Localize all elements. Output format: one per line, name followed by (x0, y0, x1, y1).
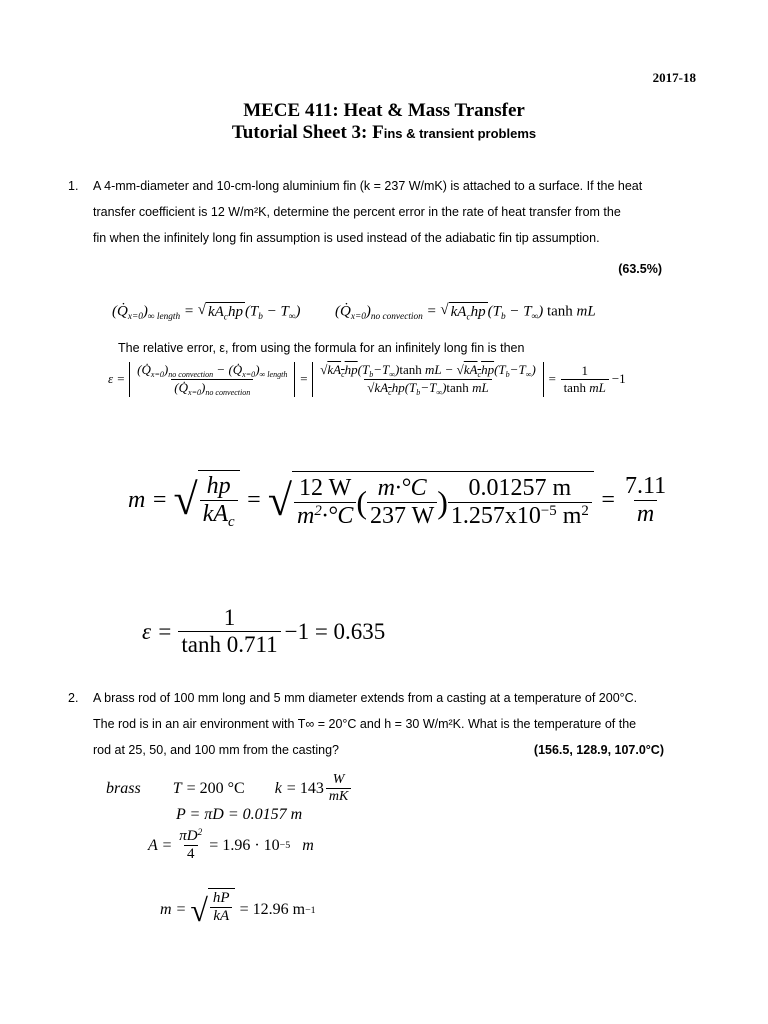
m-area-value: 1.257x10 (450, 502, 541, 529)
area-line: A = $\frac{\pi D^2}{4}$ = 1.96 · 10 −5 m (148, 828, 314, 863)
sheet-topic-initial: F (372, 122, 384, 143)
m-result-num: 7.11 (625, 473, 667, 500)
problem-2-line-2: The rod is in an air environment with T∞ = 20°C and h = 30 W/m²K. What is the temperature of the (93, 717, 637, 731)
problem-1-line-1: A 4-mm-diameter and 10-cm-long aluminium fin (k = 237 W/mK) is attached to a surface. If the heat (93, 179, 643, 193)
m-area-exp: −5 (540, 502, 557, 519)
m-calculation: m = √ $\frac{hp}{kA_c}$ = √ $\frac{12 W}{m^2\cdot^\circ C}$ ( $\frac{m\cdot^\circ C}{237 W}$ ) $\frac{0.01257 m}{1.257x10^{-5} m^2}$ = $\frac{7.11}{m}$ (128, 470, 669, 531)
m-brass-den: kA (210, 907, 232, 925)
problem-1-line-2: transfer coefficient is 12 W/m²K, determine the percent error in the rate of heat transfer from the (93, 205, 621, 219)
problem-1-answer: (63.5%) (618, 262, 662, 276)
m-perimeter-value: 0.01257 m (468, 474, 572, 501)
area-num: πD (179, 828, 198, 845)
conductivity-unit-den: mK (326, 788, 351, 805)
m-k-value: 237 W (367, 502, 437, 530)
q-infinite-fin-formula: $(Q̇_{x=0})_{\infty length}$ = √ $kA_chp$ $(T_b - T_\infty)$ (112, 302, 301, 323)
material-label: brass (106, 779, 141, 797)
m-h-value: 12 W (299, 474, 352, 501)
epsilon-calculation: ε = $\frac{1}{\tanh 0.711}$ −1 = 0.635 (142, 605, 386, 657)
problem-1-number: 1. (68, 179, 79, 193)
problem-2-line-3: rod at 25, 50, and 100 mm from the casting? (93, 743, 339, 757)
sheet-title (0, 122, 768, 144)
sheet-prefix: Tutorial Sheet 3: (231, 122, 373, 143)
q-adiabatic-fin-formula: $(Q̇_{x=0})_{no convection}$ = √ $kA_chp$ $(T_b - T_\infty)$ tanh mL (335, 302, 596, 323)
m-brass-result: = 12.96 m (239, 901, 306, 918)
problem-2-answer: (156.5, 128.9, 107.0°C) (533, 743, 664, 757)
epsilon-result: −1 = 0.635 (284, 618, 386, 644)
relative-error-formula: ε = $\frac{(Q̇_{x=0})_{no convection} - (Q̇_{x=0})_{\infty length}}{(Q̇_{x=0})_{no convection}}$ = $\frac{√kA_chp(T_b-T_\infty)\tanh mL - √kA_chp(T_b-T_\infty)}{√kA_chp(T_b-T_\infty)\tanh mL}$ = $\frac{1}{\text{tanh mL}}$ −1 (108, 362, 626, 397)
perimeter-line: P = πD = 0.0157 m (176, 806, 303, 823)
sheet-topic: ins & transient problems (383, 126, 537, 141)
year-label: 2017-18 (652, 70, 696, 85)
area-exp: −5 (279, 840, 291, 852)
problem-1-text (93, 173, 703, 251)
m-brass-line: m = √ $\frac{hP}{kA}$ = 12.96 m −1 (160, 888, 316, 932)
m-result-den: m (634, 500, 657, 528)
area-unit: m (302, 836, 314, 854)
m-brass-exp: −1 (305, 904, 316, 916)
problem-2-line-1: A brass rod of 100 mm long and 5 mm diameter extends from a casting at a temperature of 200°C. (93, 691, 638, 705)
q-inf-label: ∞ length (147, 311, 181, 322)
relative-error-text: The relative error, ε, from using the formula for an infinitely long fin is then (118, 341, 525, 355)
course-title: MECE 411: Heat & Mass Transfer (243, 100, 525, 121)
epsilon-denominator: tanh 0.711 (178, 631, 280, 658)
problem-1-line-3: fin when the infinitely long fin assumption is used instead of the adiabatic fin tip assumption. (93, 231, 600, 245)
conductivity-value: = 143 (286, 779, 324, 797)
area-result: = 1.96 · 10 (209, 836, 280, 854)
m-brass-num: hP (212, 890, 230, 906)
brass-properties: brass T = 200 °C k = 143 $\frac{W}{mK}$ (106, 772, 351, 805)
conductivity-unit-num: W (332, 772, 345, 787)
temperature-value: = 200 °C (186, 779, 245, 797)
problem-2-number: 2. (68, 691, 79, 705)
q-noconv-label: no convection (370, 311, 423, 322)
m-area-unit: m (562, 502, 582, 529)
